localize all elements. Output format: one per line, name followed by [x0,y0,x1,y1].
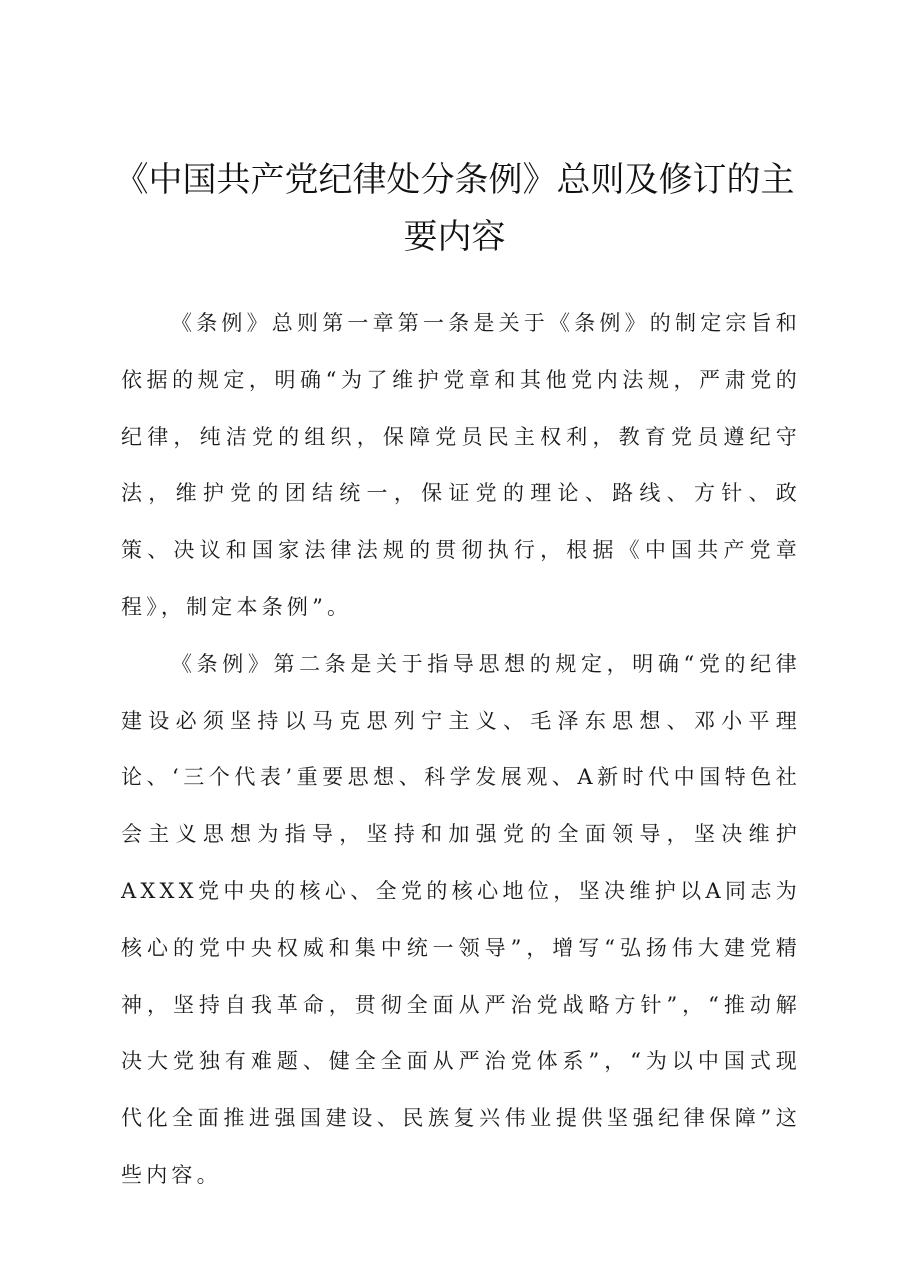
document-body [121,295,801,1204]
paragraph-2: 《条例》第二条是关于指导思想的规定，明确“党的纪律建设必须坚持以马克思列宁主义、毛泽东思想、邓小平理论、‘三个代表’重要思想、科学发展观、A新时代中国特色社会主义思想为指导，坚持和加强党的全面领导，坚决维护AXXX党中央的核心、全党的核心地位，坚决维护以A同志为核心的党中央权威和集中统一领导”，增写“弘扬伟大建党精神，坚持自我革命，贯彻全面从严治党战略方针”，“推动解决大党独有难题、健全全面从严治党体系”，“为以中国式现代化全面推进强国建设、民族复兴伟业提供坚强纪律保障”这些内容。 [121,651,801,1187]
paragraph-1: 《条例》总则第一章第一条是关于《条例》的制定宗旨和依据的规定，明确“为了维护党章和其他党内法规，严肃党的纪律，纯洁党的组织，保障党员民主权利，教育党员遵纪守法，维护党的团结统一，保证党的理论、路线、方针、政策、决议和国家法律法规的贯彻执行，根据《中国共产党章程》，制定本条例”。 [121,311,801,619]
document-title: 《中国共产党纪律处分条例》总则及修订的主要内容 [114,160,795,257]
